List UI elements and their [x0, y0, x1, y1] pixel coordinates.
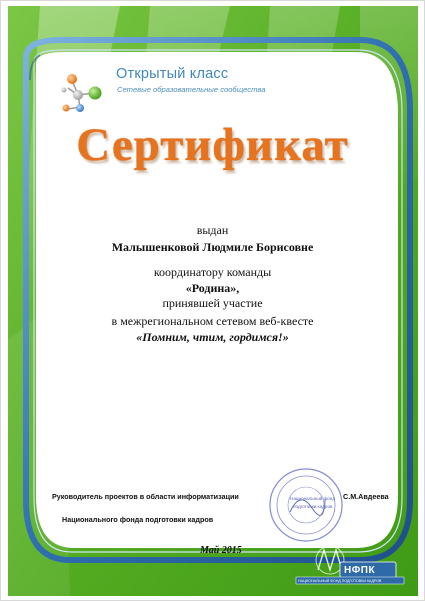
recipient-name: Малышенковой Людмиле Борисовне	[111, 240, 314, 254]
logo-subtitle: Сетевые образовательные сообщества	[117, 85, 266, 94]
certificate-title: Сертификат	[76, 119, 349, 171]
issued-label: выдан	[196, 223, 229, 237]
nfpk-abbr: НФПК	[344, 565, 376, 576]
nfpk-full-name: НАЦИОНАЛЬНЫЙ ФОНД ПОДГОТОВКИ КАДРОВ	[298, 579, 382, 583]
signatory-name: С.М.Авдеева	[343, 492, 389, 501]
team-name: «Родина»,	[185, 281, 240, 295]
signatory-position-line2: Национального фонда подготовки кадров	[62, 515, 214, 524]
issue-date: Май 2015	[200, 545, 242, 556]
signatory-position-line1: Руководитель проектов в области информатизации	[52, 492, 239, 501]
event-text: в межрегиональном сетевом веб-квесте	[111, 314, 314, 328]
quest-name: «Помним, чтим, гордимся!»	[136, 330, 289, 344]
recipient-role: координатору команды	[153, 265, 272, 279]
stamp-text-line2: подготовки кадров	[293, 504, 333, 509]
participation-text: принявшей участие	[162, 296, 263, 310]
stamp-text-line1: Национальный фонд	[290, 496, 336, 501]
logo-title: Открытый класс	[116, 66, 229, 82]
